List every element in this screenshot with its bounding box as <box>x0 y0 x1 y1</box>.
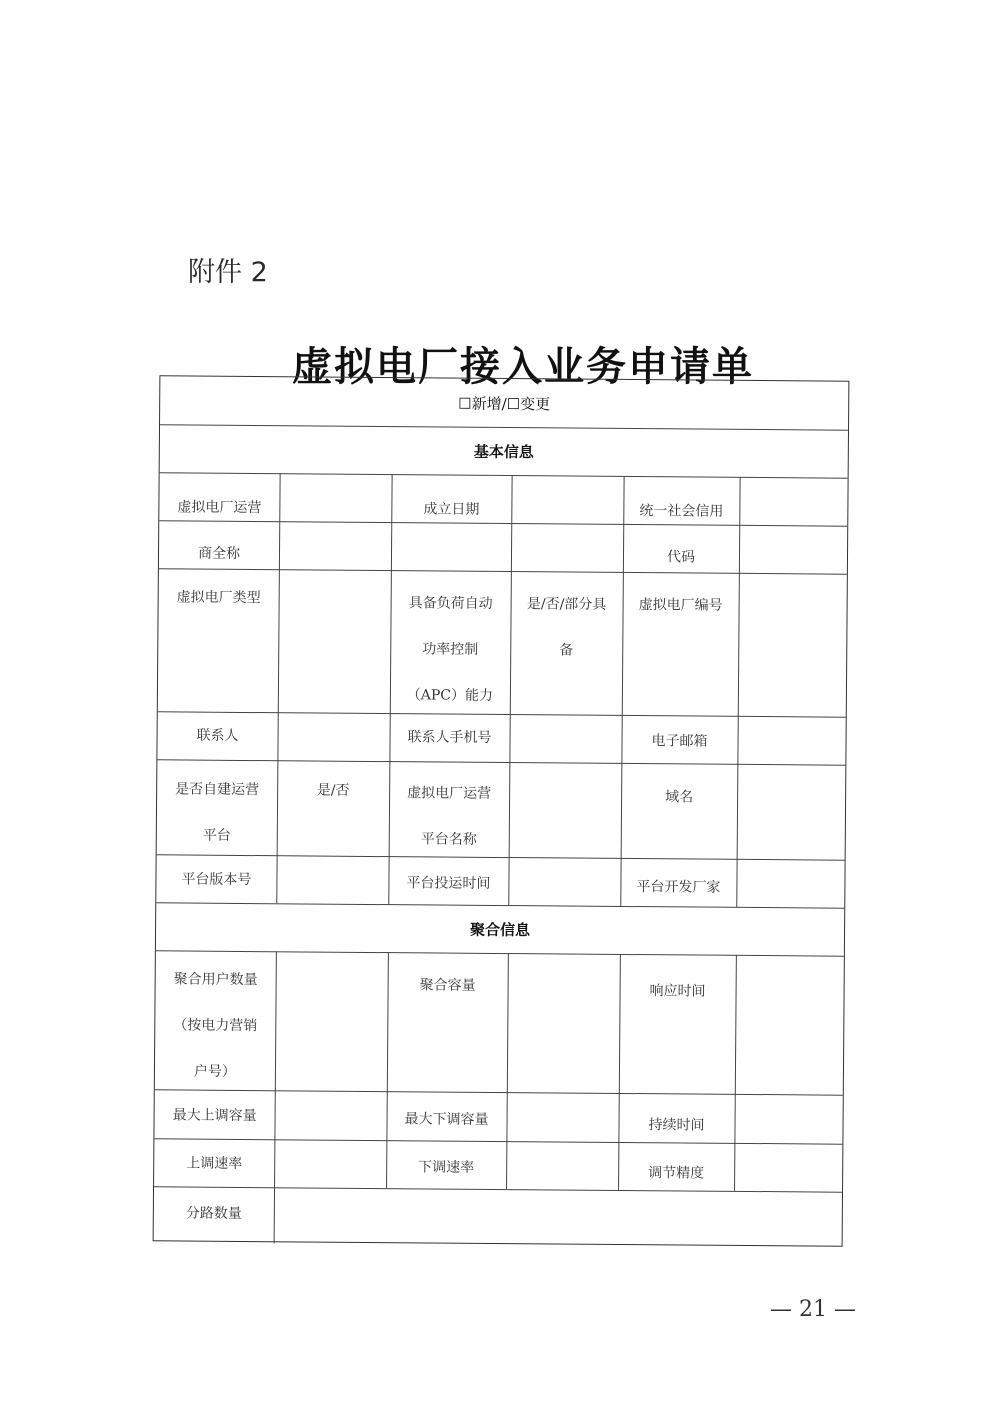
label-platform-commission-time: 平台投运时间 <box>406 875 491 892</box>
label-credit-code: 统一社会信用 代码 <box>639 503 724 566</box>
label-aggregated-user-count: 聚合用户数量 （按电力营销 户号） <box>173 971 258 1080</box>
label-response-time: 响应时间 <box>649 983 706 1000</box>
label-contact-person: 联系人 <box>196 727 239 744</box>
label-aggregated-capacity: 聚合容量 <box>419 977 476 994</box>
label-contact-phone: 联系人手机号 <box>407 729 492 746</box>
label-vpp-type: 虚拟电厂类型 <box>176 589 261 607</box>
label-duration: 持续时间 <box>648 1117 705 1134</box>
label-operator-full-name: 虚拟电厂运营 商全称 <box>177 499 262 562</box>
label-domain: 域名 <box>665 789 694 806</box>
label-up-rate: 上调速率 <box>186 1155 243 1172</box>
label-platform-name: 虚拟电厂运营 平台名称 <box>407 785 492 848</box>
label-email: 电子邮箱 <box>651 733 708 750</box>
value-self-built-platform: 是/否 <box>316 782 350 799</box>
label-max-down-capacity: 最大下调容量 <box>404 1111 489 1128</box>
value-apc-capability: 是/否/部分具 备 <box>526 596 607 659</box>
label-vpp-number: 虚拟电厂编号 <box>638 597 723 614</box>
section-basic-info: 基本信息 <box>473 442 534 462</box>
form-title: 虚拟电厂接入业务申请单 <box>292 343 754 390</box>
label-down-rate: 下调速率 <box>418 1159 475 1176</box>
label-regulation-accuracy: 调节精度 <box>648 1165 705 1182</box>
label-self-built-platform: 是否自建运营 平台 <box>175 781 260 844</box>
label-branch-count: 分路数量 <box>185 1205 242 1222</box>
label-max-up-capacity: 最大上调容量 <box>172 1107 257 1125</box>
application-form-table <box>153 375 850 1246</box>
new-or-change-option: ☐新增/☐变更 <box>458 394 551 414</box>
label-platform-vendor: 平台开发厂家 <box>636 879 721 896</box>
label-established-date: 成立日期 <box>423 501 480 518</box>
page-number: — 21 — <box>770 1297 856 1322</box>
section-aggregation-info: 聚合信息 <box>469 920 531 940</box>
label-apc-capability: 具备负荷自动 功率控制 （APC）能力 <box>406 595 494 704</box>
label-platform-version: 平台版本号 <box>181 871 252 889</box>
attachment-label: 附件 2 <box>188 257 268 288</box>
